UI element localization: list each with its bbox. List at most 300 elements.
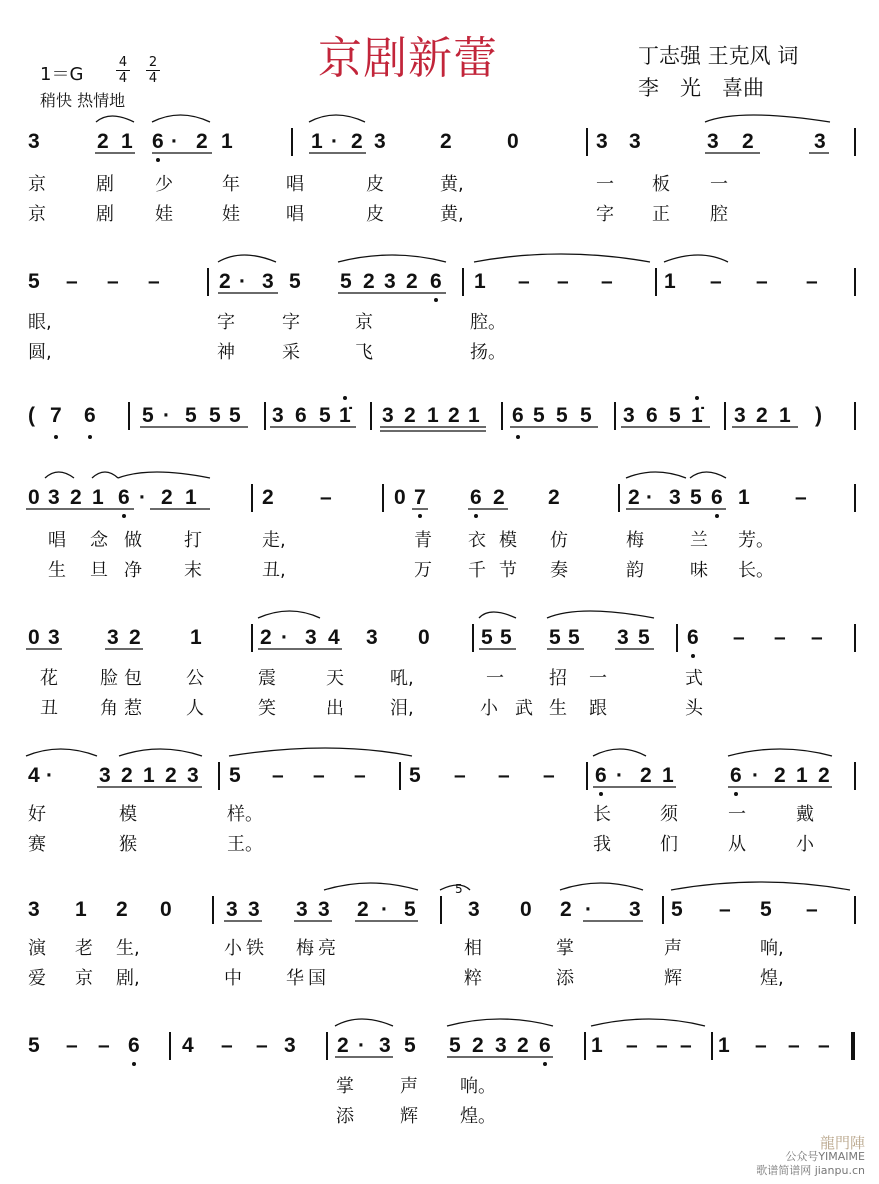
lyric-char: 念 [90, 530, 108, 551]
note: 2 [363, 270, 375, 293]
lyric-8a [0, 1074, 879, 1100]
note: 0 [520, 898, 532, 921]
meter-2-bottom: 4 [148, 71, 158, 86]
note: 2 [165, 764, 177, 787]
bar-line [501, 402, 503, 430]
note: – [756, 270, 768, 293]
bar-line [586, 762, 588, 790]
lyric-char: 从 [728, 834, 746, 855]
note: 3 [617, 626, 629, 649]
lyric-char: 韵 [626, 560, 644, 581]
watermark-line-2: 歌谱简谱网 jianpu.cn [756, 1164, 865, 1177]
note: 5 [500, 626, 512, 649]
lyric-char: 小 [796, 834, 814, 855]
note: 2 [70, 486, 82, 509]
bar-line [370, 402, 372, 430]
note: 3 [318, 898, 330, 921]
lyric-4a [0, 528, 879, 554]
lyric-char: 泪, [390, 698, 414, 719]
note: 1 [591, 1034, 603, 1057]
lyric-char: 猴 [119, 834, 137, 855]
tempo-marking: 稍快 热情地 [40, 91, 126, 110]
note: 3 [187, 764, 199, 787]
note: 5 [409, 764, 421, 787]
lyric-char: 丑 [40, 698, 58, 719]
bar-line [854, 268, 856, 296]
note: 0 [507, 130, 519, 153]
note: 1 [779, 404, 791, 427]
note: 6 [470, 486, 482, 509]
meter-1-bottom: 4 [118, 71, 128, 86]
note: 5 [549, 626, 561, 649]
bar-line [264, 402, 266, 430]
note: ( [28, 404, 35, 427]
lyric-char: 掌 [556, 938, 574, 959]
lyric-char: 华 [286, 968, 304, 989]
lyric-char: 一 [596, 174, 614, 195]
lyric-char: 采 [282, 342, 300, 363]
bar-line [676, 624, 678, 652]
lyric-char: 包 [124, 668, 142, 689]
note: – [806, 898, 818, 921]
note: · [381, 898, 388, 921]
lyric-char: 小 [480, 698, 498, 719]
bar-line [169, 1032, 171, 1060]
lyric-char: 相 [464, 938, 482, 959]
score-line-4 [0, 478, 879, 518]
note: 0 [160, 898, 172, 921]
lyric-char: 武 [515, 698, 533, 719]
note: 7 [50, 404, 62, 427]
note: 1 [92, 486, 104, 509]
lyric-char: 天 [326, 668, 344, 689]
lyric-char: 扬。 [470, 342, 506, 363]
time-signature-2 [146, 56, 160, 85]
note: 2 [440, 130, 452, 153]
note: 3 [48, 626, 60, 649]
bar-line [584, 1032, 586, 1060]
lyric-6a [0, 802, 879, 828]
note: 3 [284, 1034, 296, 1057]
lyric-char: 小 [224, 938, 242, 959]
song-title: 京剧新蕾 [318, 33, 498, 84]
note: · [752, 764, 759, 787]
bar-line [251, 624, 253, 652]
note: 3 [374, 130, 386, 153]
note: 2 [219, 270, 231, 293]
lyric-char: 头 [685, 698, 703, 719]
note: 5 [481, 626, 493, 649]
watermark-logo: 龍門陣 [819, 1134, 865, 1152]
lyric-char: 飞 [355, 342, 373, 363]
note: 6 [430, 270, 442, 293]
lyric-char: 煌。 [460, 1106, 496, 1127]
note: – [320, 486, 332, 509]
lyric-char: 生 [549, 698, 567, 719]
bar-line [618, 484, 620, 512]
meter-2-top: 2 [146, 56, 160, 71]
note: 2 [756, 404, 768, 427]
note: 5 [404, 1034, 416, 1057]
score-line-3 [0, 396, 879, 436]
lyric-char: 人 [186, 698, 204, 719]
lyric-char: 辉 [400, 1106, 418, 1127]
lyric-char: 旦 [90, 560, 108, 581]
note: – [107, 270, 119, 293]
note: 5 [671, 898, 683, 921]
note: 5 [533, 404, 545, 427]
note: – [256, 1034, 268, 1057]
note: 3 [28, 130, 40, 153]
lyric-char: 添 [556, 968, 574, 989]
slur [335, 1019, 705, 1026]
note: 4 [28, 764, 40, 787]
note: 2 [351, 130, 363, 153]
lyric-char: 招 [549, 668, 567, 689]
note: 6 [295, 404, 307, 427]
note: 0 [418, 626, 430, 649]
bar-line [655, 268, 657, 296]
note: – [811, 626, 823, 649]
lyric-char: 响。 [460, 1076, 496, 1097]
bar-line [854, 128, 856, 156]
lyric-char: 戴 [796, 804, 814, 825]
lyric-char: 字 [596, 204, 614, 225]
note: – [626, 1034, 638, 1057]
lyric-char: 辉 [664, 968, 682, 989]
note: 6 [84, 404, 96, 427]
bar-line [382, 484, 384, 512]
note: 6 [687, 626, 699, 649]
score-line-5 [0, 618, 879, 658]
note: 3 [629, 898, 641, 921]
note: 5 [340, 270, 352, 293]
note: 2 [161, 486, 173, 509]
lyric-char: 京 [28, 174, 46, 195]
note: 3 [629, 130, 641, 153]
note: 6 [539, 1034, 551, 1057]
note: 1 [796, 764, 808, 787]
note: 1 [664, 270, 676, 293]
score-line-2 [0, 262, 879, 302]
lyric-char: 梅 [626, 530, 644, 551]
note: 0 [28, 486, 40, 509]
lyric-char: 打 [184, 530, 202, 551]
note: 2 [97, 130, 109, 153]
note: 5 [568, 626, 580, 649]
note: – [733, 626, 745, 649]
note: 3 [623, 404, 635, 427]
note: 1 [468, 404, 480, 427]
lyric-char: 公 [186, 668, 204, 689]
note: 5 [669, 404, 681, 427]
slur [218, 254, 728, 262]
lyric-char: 娃 [222, 204, 240, 225]
lyric-char: 圆, [28, 342, 52, 363]
note: 5 [28, 270, 40, 293]
lyric-char: 铁 [246, 938, 264, 959]
note: 5 [142, 404, 154, 427]
lyric-char: 字 [282, 312, 300, 333]
note: 3 [226, 898, 238, 921]
lyric-char: 皮 [366, 174, 384, 195]
note: – [755, 1034, 767, 1057]
lyric-char: 腔 [710, 204, 728, 225]
bar-line [854, 762, 856, 790]
lyric-char: 煌, [760, 968, 784, 989]
lyric-char: 黄, [440, 204, 464, 225]
note: 2 [560, 898, 572, 921]
composer-credit: 李 光 喜曲 [638, 76, 764, 100]
note: 1 [75, 898, 87, 921]
lyric-char: 神 [217, 342, 235, 363]
note: · [239, 270, 246, 293]
note: – [806, 270, 818, 293]
lyric-char: 兰 [690, 530, 708, 551]
note: – [656, 1034, 668, 1057]
note: 2 [121, 764, 133, 787]
lyric-1b [0, 202, 879, 228]
lyric-char: 一 [486, 668, 504, 689]
lyric-char: 唱 [286, 174, 304, 195]
note: 2 [129, 626, 141, 649]
note: – [557, 270, 569, 293]
note: 2 [196, 130, 208, 153]
note: 3 [814, 130, 826, 153]
lyric-char: 老 [75, 938, 93, 959]
note: 3 [734, 404, 746, 427]
note: 3 [107, 626, 119, 649]
note: 3 [305, 626, 317, 649]
lyric-char: 芳。 [738, 530, 774, 551]
lyric-char: 生, [116, 938, 140, 959]
note: 3 [495, 1034, 507, 1057]
note: 3 [262, 270, 274, 293]
watermark [756, 1136, 865, 1178]
note: 2 [448, 404, 460, 427]
score-line-1 [0, 122, 879, 162]
note: 1 [718, 1034, 730, 1057]
lyric-char: 一 [710, 174, 728, 195]
lyric-char: 做 [124, 530, 142, 551]
note: 0 [394, 486, 406, 509]
note: 1̇ [339, 404, 351, 427]
lyric-char: 一 [728, 804, 746, 825]
note: – [66, 270, 78, 293]
note: 6 [152, 130, 164, 153]
note: 6 [118, 486, 130, 509]
lyric-char: 脸 [100, 668, 118, 689]
score-line-6 [0, 756, 879, 796]
note: 2 [548, 486, 560, 509]
lyric-2b [0, 340, 879, 366]
lyric-char: 黄, [440, 174, 464, 195]
note: 1 [121, 130, 133, 153]
note: · [163, 404, 170, 427]
lyric-char: 添 [336, 1106, 354, 1127]
score-line-8 [0, 1026, 879, 1066]
note: 5 [690, 486, 702, 509]
lyric-char: 长 [593, 804, 611, 825]
lyric-char: 中 [224, 968, 242, 989]
note: 3 [248, 898, 260, 921]
lyric-char: 赛 [28, 834, 46, 855]
lyric-5a [0, 666, 879, 692]
slur [96, 115, 830, 122]
bar-line [128, 402, 130, 430]
lyric-char: 跟 [589, 698, 607, 719]
note: – [221, 1034, 233, 1057]
note: 2 [628, 486, 640, 509]
lyric-5b [0, 696, 879, 722]
note: 2 [262, 486, 274, 509]
bar-line [399, 762, 401, 790]
note: – [788, 1034, 800, 1057]
lyric-char: 丑, [262, 560, 286, 581]
lyric-char: 京 [75, 968, 93, 989]
time-signatures [116, 56, 176, 86]
note: 3 [379, 1034, 391, 1057]
lyric-char: 粹 [464, 968, 482, 989]
note: 2 [357, 898, 369, 921]
note: – [719, 898, 731, 921]
bar-line [472, 624, 474, 652]
note: 2 [818, 764, 830, 787]
note: – [454, 764, 466, 787]
note: 2 [493, 486, 505, 509]
note: – [98, 1034, 110, 1057]
lyric-char: 式 [685, 668, 703, 689]
lyric-char: 模 [499, 530, 517, 551]
lyric-7a [0, 936, 879, 962]
note: 3 [596, 130, 608, 153]
lyric-char: 衣 [468, 530, 486, 551]
lyric-char: 长。 [738, 560, 774, 581]
note: 3 [296, 898, 308, 921]
lyric-char: 我 [593, 834, 611, 855]
meter-1-top: 4 [116, 56, 130, 71]
note: 3 [669, 486, 681, 509]
time-signature-1 [116, 56, 130, 85]
lyric-char: 吼, [390, 668, 414, 689]
lyric-char: 剧 [96, 204, 114, 225]
note: 5 [449, 1034, 461, 1057]
bar-line [854, 402, 856, 430]
lyric-char: 正 [652, 204, 670, 225]
lyric-char: 末 [184, 560, 202, 581]
bar-line [326, 1032, 328, 1060]
lyric-char: 眼, [28, 312, 52, 333]
note: 5 [404, 898, 416, 921]
lyric-char: 京 [355, 312, 373, 333]
bar-line [854, 484, 856, 512]
note: 3 [382, 404, 394, 427]
lyric-char: 净 [124, 560, 142, 581]
lyric-8b [0, 1104, 879, 1130]
note: 5 [319, 404, 331, 427]
note: – [680, 1034, 692, 1057]
note: 2 [116, 898, 128, 921]
note: – [498, 764, 510, 787]
note: 5 [185, 404, 197, 427]
lyric-char: 须 [660, 804, 678, 825]
note: 6 [646, 404, 658, 427]
lyric-char: 千 [468, 560, 486, 581]
note: 3 [468, 898, 480, 921]
bar-line [207, 268, 209, 296]
note: 5 [638, 626, 650, 649]
bar-line [854, 624, 856, 652]
bar-line [291, 128, 293, 156]
lyric-char: 剧 [96, 174, 114, 195]
note: 3 [272, 404, 284, 427]
lyric-1a [0, 172, 879, 198]
lyric-char: 唱 [48, 530, 66, 551]
slur [26, 748, 832, 756]
lyric-char: 剧, [116, 968, 140, 989]
note: – [518, 270, 530, 293]
lyric-char: 仿 [550, 530, 568, 551]
note: 1 [311, 130, 323, 153]
lyric-6b [0, 832, 879, 858]
lyricist-credit: 丁志强 王克风 词 [638, 44, 799, 68]
note: 6 [595, 764, 607, 787]
note: 4 [328, 626, 340, 649]
note: – [543, 764, 555, 787]
lyric-4b [0, 558, 879, 584]
note: 2 [404, 404, 416, 427]
note: – [148, 270, 160, 293]
bar-line [462, 268, 464, 296]
lyric-char: 青 [414, 530, 432, 551]
lyric-char: 味 [690, 560, 708, 581]
lyric-char: 角 [100, 698, 118, 719]
bar-line [586, 128, 588, 156]
note: 1 [427, 404, 439, 427]
note: · [281, 626, 288, 649]
lyric-7b [0, 966, 879, 992]
note: – [66, 1034, 78, 1057]
lyric-char: 年 [222, 174, 240, 195]
note: 5 [289, 270, 301, 293]
note: 6 [730, 764, 742, 787]
note: 5 [229, 404, 241, 427]
lyric-char: 生 [48, 560, 66, 581]
note: 3 [99, 764, 111, 787]
lyric-char: 们 [660, 834, 678, 855]
note: · [616, 764, 623, 787]
lyric-char: 皮 [366, 204, 384, 225]
note: 3 [384, 270, 396, 293]
lyric-char: 笑 [258, 698, 276, 719]
lyric-char: 声 [400, 1076, 418, 1097]
lyric-char: 模 [119, 804, 137, 825]
note: 1 [221, 130, 233, 153]
note: · [171, 130, 178, 153]
note: 5 [28, 1034, 40, 1057]
note: – [710, 270, 722, 293]
note: 5 [229, 764, 241, 787]
lyric-char: 王。 [227, 834, 263, 855]
note: 3 [28, 898, 40, 921]
note: 1 [190, 626, 202, 649]
note: ) [815, 404, 822, 427]
note: – [795, 486, 807, 509]
note: 2 [742, 130, 754, 153]
note: – [774, 626, 786, 649]
note: 3 [707, 130, 719, 153]
note: 6 [711, 486, 723, 509]
